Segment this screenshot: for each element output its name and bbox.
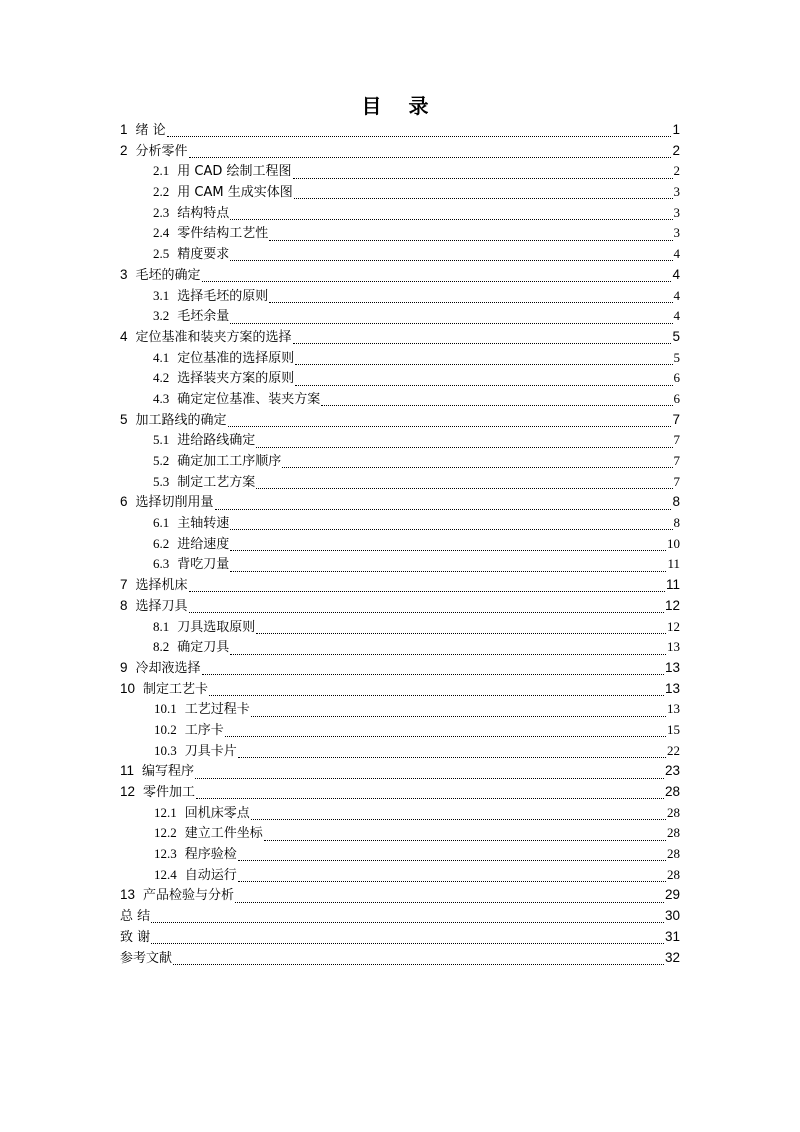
dot-leader	[195, 777, 664, 779]
toc-entry-title: 定位基准的选择原则	[177, 350, 295, 366]
toc-entry-number: 2.4	[153, 225, 170, 241]
toc-entry-title: 精度要求	[177, 247, 230, 263]
toc-entry-number: 4.1	[153, 349, 170, 365]
toc-entry-number: 5.1	[153, 432, 170, 448]
toc-entry[interactable]	[120, 575, 680, 596]
toc-entry-page: 28	[667, 825, 680, 841]
toc-entry[interactable]	[120, 906, 680, 927]
toc-entry-title: 主轴转速	[177, 516, 230, 532]
toc-entry-title: 回机床零点	[184, 805, 250, 821]
dot-leader	[230, 549, 666, 551]
toc-entry-page: 31	[664, 928, 680, 944]
toc-entry[interactable]	[120, 554, 680, 575]
toc-entry-number: 1	[120, 122, 128, 137]
toc-entry-page: 8	[672, 494, 680, 510]
dot-leader	[196, 797, 664, 799]
toc-entry-page: 30	[664, 908, 680, 924]
toc-entry-page: 22	[667, 742, 680, 758]
toc-entry-title: 自动运行	[184, 867, 237, 883]
toc-entry[interactable]	[120, 927, 680, 948]
dot-leader	[293, 177, 673, 179]
toc-entry-number: 6	[120, 494, 128, 510]
toc-entry[interactable]	[120, 244, 680, 265]
dot-leader	[293, 342, 672, 344]
dot-leader	[230, 259, 672, 261]
dot-leader	[202, 673, 664, 675]
dot-leader	[264, 839, 666, 841]
toc-entry[interactable]	[120, 803, 680, 824]
toc-entry-title: 刀具选取原则	[177, 619, 256, 635]
dot-leader	[269, 239, 672, 241]
toc-entry-number: 2.3	[153, 204, 170, 220]
toc-entry-number: 5.2	[153, 453, 170, 468]
toc-entry-title: 用 CAM 生成实体图	[177, 185, 293, 201]
dot-leader	[251, 818, 666, 820]
dot-leader	[151, 942, 664, 944]
toc-entry[interactable]	[120, 534, 680, 555]
dot-leader	[173, 963, 664, 965]
toc-entry-page: 13	[664, 659, 680, 675]
dot-leader	[167, 135, 672, 137]
toc-entry-title: 选择装夹方案的原则	[177, 371, 295, 387]
dot-leader	[230, 218, 672, 220]
toc-entry-number: 10.2	[154, 721, 177, 737]
toc-entry-number: 12.3	[154, 846, 177, 862]
toc-entry[interactable]	[120, 720, 680, 741]
toc-entry-number: 12.4	[154, 866, 177, 882]
toc-entry-title: 制定工艺卡	[143, 681, 209, 697]
toc-entry[interactable]	[120, 410, 680, 431]
toc-entry[interactable]	[120, 492, 680, 513]
toc-entry-page: 7	[673, 432, 680, 448]
dot-leader	[228, 425, 672, 427]
toc-entry-title: 致 谢	[120, 929, 151, 945]
toc-entry-number: 5	[120, 411, 128, 427]
toc-entry-page: 11	[667, 556, 680, 572]
toc-entry-page: 32	[664, 949, 680, 965]
toc-entry-number: 3	[120, 266, 128, 282]
toc-entry[interactable]	[120, 658, 680, 679]
dot-leader	[235, 901, 664, 903]
toc-entry-title: 选择切削用量	[135, 495, 214, 511]
dot-leader	[230, 653, 666, 655]
dot-leader	[256, 632, 666, 634]
dot-leader	[238, 756, 666, 758]
toc-entry[interactable]	[120, 865, 680, 886]
dot-leader	[230, 570, 666, 572]
dot-leader	[269, 301, 672, 303]
toc-entry[interactable]	[120, 265, 680, 286]
toc-entry-title: 工序卡	[184, 722, 224, 738]
toc-entry-title: 冷却液选择	[135, 660, 201, 676]
toc-entry-number: 4	[120, 328, 128, 344]
toc-entry-page: 6	[673, 390, 680, 406]
table-of-contents	[120, 120, 680, 968]
toc-entry-title: 编写程序	[142, 764, 195, 780]
toc-entry-number: 2	[120, 142, 128, 158]
toc-entry-number: 2.2	[153, 184, 170, 200]
dot-leader	[189, 611, 664, 613]
dot-leader	[256, 446, 672, 448]
dot-leader	[209, 694, 664, 696]
toc-entry[interactable]	[120, 161, 680, 182]
toc-entry-title: 进给路线确定	[177, 433, 256, 449]
dot-leader	[215, 508, 672, 510]
toc-entry-page: 2	[673, 163, 680, 179]
toc-entry-title: 毛坯的确定	[135, 267, 201, 283]
toc-entry-number: 8.2	[153, 639, 170, 655]
toc-entry-number: 4.2	[153, 370, 170, 386]
toc-entry[interactable]	[120, 617, 680, 638]
toc-entry[interactable]	[120, 761, 680, 782]
dot-leader	[321, 404, 672, 406]
toc-entry-page: 12	[664, 597, 680, 613]
toc-entry[interactable]	[120, 389, 680, 410]
toc-entry[interactable]	[120, 327, 680, 348]
toc-entry-title: 选择毛坯的原则	[177, 288, 269, 304]
toc-entry-title: 零件结构工艺性	[177, 226, 269, 242]
toc-entry[interactable]	[120, 306, 680, 327]
toc-entry[interactable]	[120, 451, 680, 472]
toc-entry[interactable]	[120, 286, 680, 307]
toc-entry-page: 13	[667, 639, 680, 655]
toc-entry-number: 12	[120, 784, 136, 799]
toc-entry-page: 13	[667, 701, 680, 717]
toc-entry-page: 7	[673, 473, 680, 489]
toc-entry-number: 10.1	[154, 701, 177, 717]
toc-entry[interactable]	[120, 472, 680, 493]
toc-entry-page: 7	[673, 453, 680, 468]
toc-entry-page: 2	[672, 142, 680, 158]
toc-entry-title: 零件加工	[143, 785, 196, 800]
toc-entry-page: 7	[672, 411, 680, 427]
toc-entry-number: 6.1	[153, 515, 170, 531]
toc-entry-title: 确定加工工序顺序	[177, 454, 282, 469]
toc-entry[interactable]	[120, 513, 680, 534]
toc-entry-page: 4	[672, 266, 680, 282]
toc-entry-title: 进给速度	[177, 536, 230, 552]
toc-entry-page: 3	[673, 225, 680, 241]
toc-entry-number: 12.2	[154, 825, 177, 841]
dot-leader	[282, 466, 672, 468]
toc-entry-page: 5	[672, 328, 680, 344]
toc-entry-page: 4	[673, 287, 680, 303]
toc-entry-title: 工艺过程卡	[184, 702, 250, 718]
dot-leader	[295, 363, 672, 365]
toc-entry-number: 6.2	[153, 535, 170, 551]
toc-entry[interactable]	[120, 844, 680, 865]
toc-entry-title: 选择机床	[135, 578, 188, 594]
toc-entry-title: 参考文献	[120, 950, 173, 966]
toc-entry-title: 毛坯余量	[177, 309, 230, 325]
toc-entry[interactable]	[120, 679, 680, 700]
dot-leader	[230, 528, 672, 530]
toc-entry-number: 5.3	[153, 473, 170, 489]
toc-entry-page: 12	[667, 618, 680, 634]
toc-entry-page: 28	[667, 846, 680, 862]
dot-leader	[256, 487, 672, 489]
dot-leader	[225, 735, 666, 737]
toc-entry-page: 4	[673, 308, 680, 324]
toc-entry-title: 用 CAD 绘制工程图	[177, 164, 292, 180]
toc-entry[interactable]	[120, 823, 680, 844]
toc-entry-number: 6.3	[153, 556, 170, 572]
toc-entry-page: 10	[667, 535, 680, 551]
toc-entry-page: 1	[672, 122, 680, 137]
toc-entry[interactable]	[120, 223, 680, 244]
toc-entry-page: 28	[667, 866, 680, 882]
toc-entry[interactable]	[120, 141, 680, 162]
dot-leader	[151, 921, 664, 923]
dot-leader	[251, 715, 666, 717]
toc-entry-page: 28	[667, 804, 680, 820]
dot-leader	[238, 859, 666, 861]
toc-entry-number: 9	[120, 659, 128, 675]
toc-entry-number: 8.1	[153, 618, 170, 634]
toc-entry[interactable]	[120, 596, 680, 617]
toc-entry[interactable]	[120, 368, 680, 389]
toc-entry-number: 7	[120, 577, 128, 593]
page-title: 目 录	[361, 94, 439, 118]
toc-entry-page: 28	[664, 784, 680, 799]
toc-entry[interactable]	[120, 699, 680, 720]
toc-entry[interactable]	[120, 885, 680, 906]
toc-entry-number: 10.3	[154, 742, 177, 758]
toc-entry-number: 2.1	[153, 163, 170, 179]
toc-entry-number: 3.1	[153, 287, 170, 303]
toc-entry[interactable]	[120, 120, 680, 141]
toc-entry[interactable]	[120, 637, 680, 658]
toc-entry-title: 定位基准和装夹方案的选择	[135, 329, 292, 345]
dot-leader	[294, 197, 673, 199]
toc-entry-title: 建立工件坐标	[184, 826, 263, 842]
toc-entry-number: 4.3	[153, 390, 170, 406]
toc-entry-title: 结构特点	[177, 205, 230, 221]
toc-entry-page: 3	[673, 204, 680, 220]
toc-entry-title: 总 结	[120, 909, 151, 925]
toc-entry-page: 23	[664, 763, 680, 779]
toc-entry[interactable]	[120, 203, 680, 224]
toc-entry-number: 8	[120, 597, 128, 613]
toc-entry-title: 确定定位基准、装夹方案	[177, 391, 321, 407]
toc-entry-title: 程序验检	[184, 847, 237, 863]
toc-entry-title: 刀具卡片	[184, 743, 237, 759]
toc-entry-title: 制定工艺方案	[177, 474, 256, 490]
dot-leader	[238, 880, 666, 882]
dot-leader	[295, 384, 672, 386]
toc-entry-title: 背吃刀量	[177, 557, 230, 573]
toc-entry-number: 12.1	[154, 804, 177, 820]
toc-entry[interactable]	[120, 348, 680, 369]
toc-entry-page: 11	[665, 577, 680, 593]
toc-entry-number: 11	[120, 763, 135, 779]
toc-entry-page: 13	[664, 680, 680, 696]
toc-entry-page: 6	[673, 370, 680, 386]
toc-entry-page: 5	[673, 349, 680, 365]
dot-leader	[230, 322, 672, 324]
toc-entry[interactable]	[120, 430, 680, 451]
dot-leader	[189, 156, 672, 158]
toc-entry[interactable]	[120, 782, 680, 803]
toc-entry-title: 加工路线的确定	[135, 412, 227, 428]
toc-entry[interactable]	[120, 741, 680, 762]
toc-entry-page: 4	[673, 246, 680, 262]
dot-leader	[202, 280, 672, 282]
toc-entry-page: 8	[673, 515, 680, 531]
toc-entry-title: 分析零件	[135, 143, 188, 159]
toc-entry-number: 10	[120, 680, 136, 696]
toc-entry-title: 产品检验与分析	[143, 888, 235, 904]
toc-entry-page: 15	[667, 721, 680, 737]
dot-leader	[189, 590, 665, 592]
toc-entry-title: 选择刀具	[135, 598, 188, 614]
toc-entry[interactable]	[120, 948, 680, 969]
toc-entry-number: 13	[120, 887, 136, 903]
toc-entry-title: 确定刀具	[177, 640, 230, 656]
toc-entry-page: 3	[673, 184, 680, 200]
toc-entry[interactable]	[120, 182, 680, 203]
toc-entry-page: 29	[664, 887, 680, 903]
toc-entry-title: 绪 论	[135, 123, 166, 138]
toc-entry-number: 3.2	[153, 308, 170, 324]
toc-entry-number: 2.5	[153, 246, 170, 262]
